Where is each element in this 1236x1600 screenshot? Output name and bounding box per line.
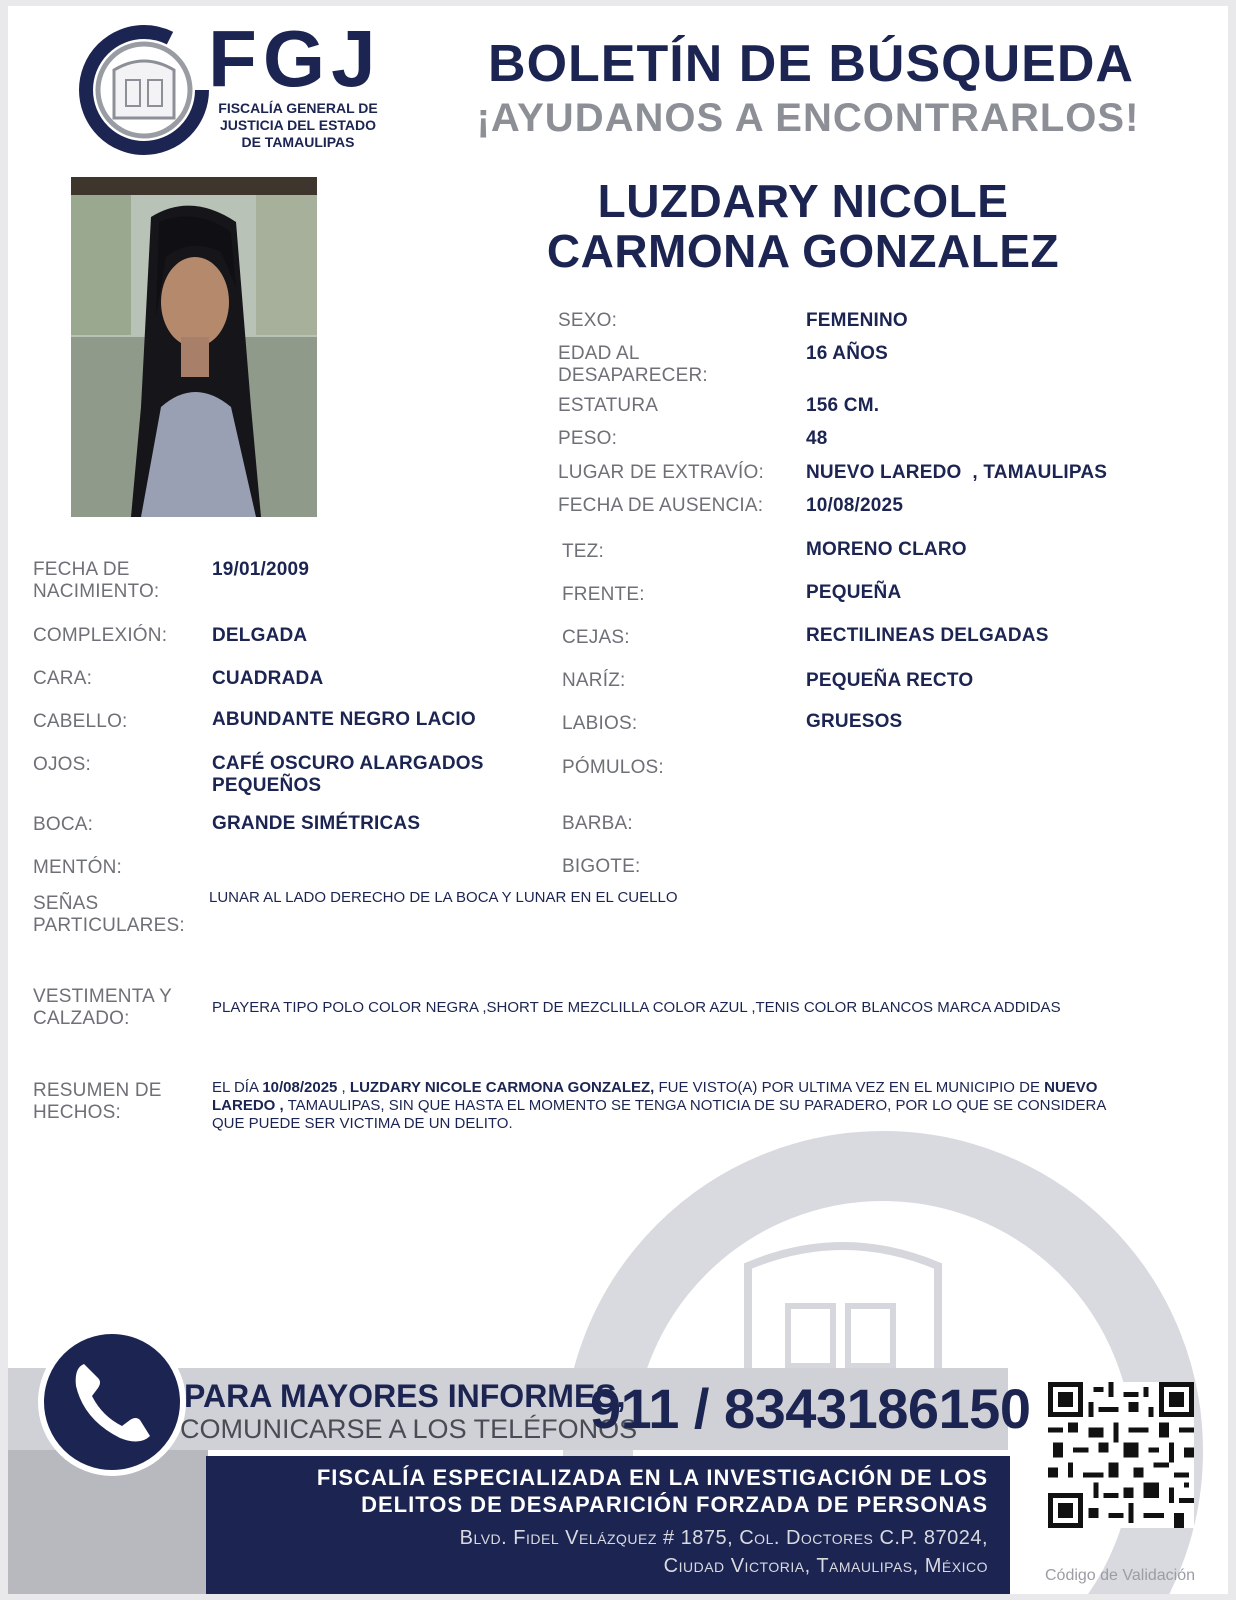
resumen-text-3: FUE VISTO(A) POR ULTIMA VEZ EN EL MUNICIPIO DE <box>654 1079 1045 1096</box>
info-line-1: PARA MAYORES INFORMES, <box>184 1378 626 1414</box>
detail-label-senas: SEÑAS PARTICULARES: <box>33 893 185 936</box>
detail-value-labios: GRUESOS <box>806 711 903 732</box>
logo-line-3: DE TAMAULIPAS <box>241 134 355 150</box>
detail-value-lugar: NUEVO LAREDO , TAMAULIPAS <box>806 462 1108 483</box>
resumen-date: 10/08/2025 <box>262 1079 338 1096</box>
detail-value-boca: GRANDE SIMÉTRICAS <box>212 813 421 834</box>
address-line-1: Blvd. Fidel Velázquez # 1875, Col. Doctores C.P. 87024, <box>459 1527 988 1549</box>
logo-institution-name <box>210 100 386 151</box>
detail-label-frente: FRENTE: <box>562 584 645 605</box>
detail-label-cabello: CABELLO: <box>33 711 128 732</box>
detail-label-cara: CARA: <box>33 668 93 689</box>
detail-label-cejas: CEJAS: <box>562 627 630 648</box>
qr-code[interactable] <box>1048 1382 1194 1528</box>
resumen-text-1: EL DÍA <box>212 1079 263 1096</box>
resumen-text-2: , <box>337 1079 350 1096</box>
detail-label-lugar: LUGAR DE EXTRAVÍO: <box>558 462 764 483</box>
info-line-2: COMUNICARSE A LOS TELÉFONOS <box>180 1414 638 1444</box>
bulletin-sheet <box>8 6 1228 1594</box>
detail-label-ojos: OJOS: <box>33 754 92 775</box>
logo-acronym: FGJ <box>208 14 382 103</box>
resumen-name: LUZDARY NICOLE CARMONA GONZALEZ, <box>349 1079 655 1096</box>
resumen-text-4: TAMAULIPAS, SIN QUE HASTA EL MOMENTO SE TENGA NOTICIA DE SU PARADERO, POR LO QUE SE CONSIDERA QUE PUEDE SER VICTIMA DE UN DELITO. <box>212 1097 1106 1132</box>
phone-icon <box>38 1328 186 1476</box>
detail-value-edad: 16 AÑOS <box>806 343 889 364</box>
detail-label-bigote: BIGOTE: <box>562 856 641 877</box>
detail-label-edad: EDAD AL DESAPARECER: <box>558 343 708 386</box>
logo-line-1: FISCALÍA GENERAL DE <box>218 100 378 116</box>
detail-label-estatura: ESTATURA <box>558 395 659 416</box>
detail-label-barba: BARBA: <box>562 813 633 834</box>
detail-value-estatura: 156 CM. <box>806 395 880 416</box>
detail-label-peso: PESO: <box>558 428 618 449</box>
detail-value-complexion: DELGADA <box>212 625 308 646</box>
detail-label-vestimenta: VESTIMENTA Y CALZADO: <box>33 986 172 1029</box>
fgj-seal-icon <box>74 20 214 160</box>
detail-label-menton: MENTÓN: <box>33 857 123 878</box>
detail-label-nariz: NARÍZ: <box>562 670 626 691</box>
phone-handset-icon <box>44 1334 180 1470</box>
person-name-line-1: LUZDARY NICOLE <box>597 175 1009 227</box>
resumen-place: NUEVO LAREDO , <box>212 1079 1098 1114</box>
detail-label-fecha-nacimiento: FECHA DE NACIMIENTO: <box>33 559 160 602</box>
missing-person-photo <box>71 177 317 517</box>
detail-value-frente: PEQUEÑA <box>806 582 902 603</box>
office-name <box>206 1464 988 1518</box>
office-line-2: DELITOS DE DESAPARICIÓN FORZADA DE PERSONAS <box>361 1492 988 1517</box>
detail-value-resumen <box>212 1079 1132 1133</box>
office-line-1: FISCALÍA ESPECIALIZADA EN LA INVESTIGACIÓN DE LOS <box>316 1465 988 1490</box>
detail-label-fecha-ausencia: FECHA DE AUSENCIA: <box>558 495 764 516</box>
detail-value-vestimenta: PLAYERA TIPO POLO COLOR NEGRA ,SHORT DE MEZCLILLA COLOR AZUL ,TENIS COLOR BLANCOS MARCA ADDIDAS <box>212 999 1061 1016</box>
detail-label-boca: BOCA: <box>33 814 94 835</box>
address-line-2: Ciudad Victoria, Tamaulipas, México <box>663 1555 988 1577</box>
contact-phone-number: 911 / 8343186150 <box>590 1377 1031 1440</box>
detail-value-tez: MORENO CLARO <box>806 539 967 560</box>
detail-value-ojos: CAFÉ OSCURO ALARGADOS PEQUEÑOS <box>212 753 484 796</box>
detail-label-tez: TEZ: <box>562 541 604 562</box>
detail-label-resumen: RESUMEN DE HECHOS: <box>33 1080 162 1123</box>
person-name <box>528 176 1078 276</box>
office-address <box>206 1524 988 1580</box>
detail-value-cejas: RECTILINEAS DELGADAS <box>806 625 1049 646</box>
qr-code-icon <box>1048 1382 1194 1528</box>
detail-label-pomulos: PÓMULOS: <box>562 757 664 778</box>
logo-line-2: JUSTICIA DEL ESTADO <box>219 117 377 133</box>
bulletin-title: BOLETÍN DE BÚSQUEDA <box>488 35 1134 93</box>
detail-value-senas: LUNAR AL LADO DERECHO DE LA BOCA Y LUNAR EN EL CUELLO <box>209 889 678 906</box>
detail-label-complexion: COMPLEXIÓN: <box>33 625 168 646</box>
qr-caption: Código de Validación <box>1044 1567 1196 1584</box>
detail-value-nariz: PEQUEÑA RECTO <box>806 670 974 691</box>
person-name-line-2: CARMONA GONZALEZ <box>546 225 1060 277</box>
detail-label-labios: LABIOS: <box>562 713 638 734</box>
portrait-image <box>71 177 317 517</box>
bulletin-subtitle: ¡AYUDANOS A ENCONTRARLOS! <box>476 96 1140 140</box>
detail-value-cara: CUADRADA <box>212 668 324 689</box>
detail-label-sexo: SEXO: <box>558 310 618 331</box>
detail-value-sexo: FEMENINO <box>806 310 908 331</box>
detail-value-cabello: ABUNDANTE NEGRO LACIO <box>212 709 476 730</box>
detail-value-peso: 48 <box>806 428 828 449</box>
detail-value-fecha-nacimiento: 19/01/2009 <box>212 559 310 580</box>
detail-value-fecha-ausencia: 10/08/2025 <box>806 495 904 516</box>
